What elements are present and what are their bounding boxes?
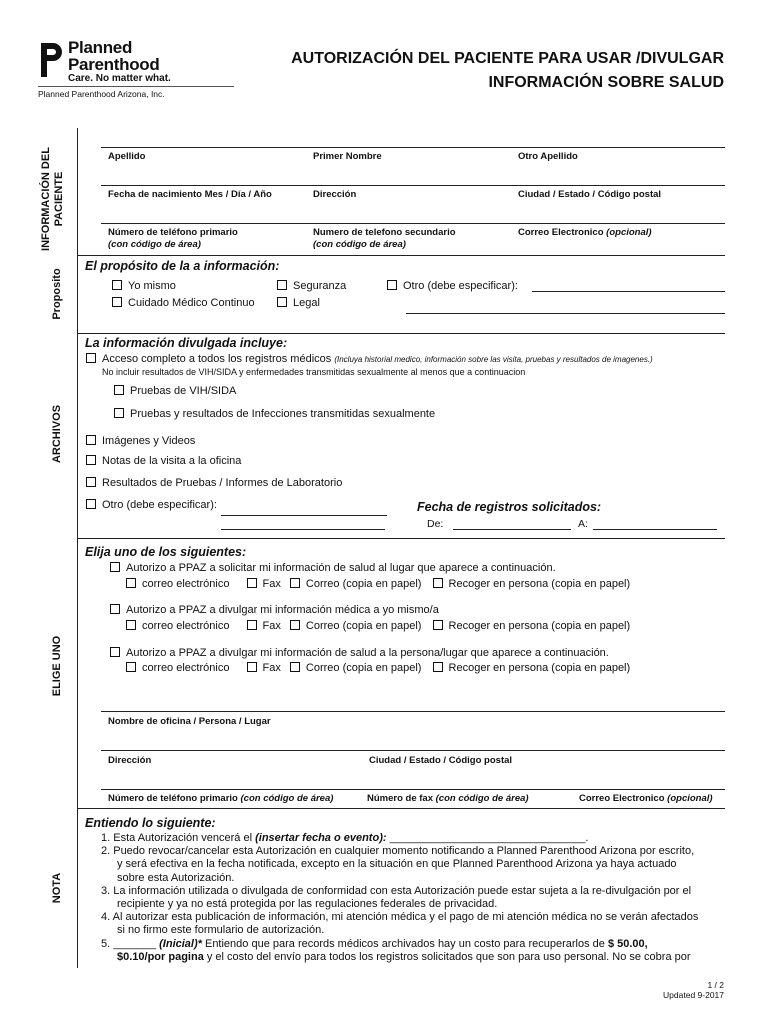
section-divider [77, 538, 725, 539]
list-item: 4. Al autorizar esta publicación de información, mi atención médica y el pago de mi atención médica no se verán afectados [101, 911, 699, 924]
list-item-cont: si no firmo este formulario de autorización. [117, 924, 325, 937]
records-date-heading: Fecha de registros solicitados: [417, 500, 602, 514]
otro-apellido-label: Otro Apellido [518, 151, 578, 162]
choose-side-label: ELIGE UNO [51, 635, 63, 697]
checkbox-icon[interactable] [290, 620, 300, 630]
choose-heading: Elija uno de los siguientes: [85, 545, 247, 559]
page-footer [663, 980, 724, 1000]
checkbox-icon[interactable] [114, 385, 124, 395]
list-item-cont: $0.10/por pagina y el costo del envío para todos los registros solicitados que son para uso personal. No se cobra por [117, 950, 691, 963]
checkbox-icon[interactable] [277, 297, 287, 307]
checkbox-icon[interactable] [86, 455, 96, 465]
checkbox-icon[interactable] [387, 280, 397, 290]
apellido-row-input[interactable] [101, 163, 725, 185]
choose-opt-disclose[interactable]: Autorizo a PPAZ a divulgar mi información de salud a la persona/lugar que aparece a continuación. [110, 647, 609, 659]
list-item: 2. Puedo revocar/cancelar esta Autorización en cualquier momento notificando a Planned Parenthood Arizona por escrito, [101, 845, 695, 858]
fecha-nacimiento-label: Fecha de nacimiento Mes / Día / Año [108, 189, 272, 200]
checkbox-icon[interactable] [126, 620, 136, 630]
office-input[interactable] [101, 728, 725, 748]
checkbox-icon[interactable] [112, 280, 122, 290]
checkbox-icon[interactable] [433, 620, 443, 630]
list-item-cont: y será efectiva en la fecha notificada, excepto en la situación en que Planned Parenthood Arizona ya haya actuado [117, 858, 677, 871]
checkbox-icon[interactable] [86, 477, 96, 487]
list-item: 5. _______ (Inicial)* Entiendo que para records médicos archivados hay un costo para recuperarlos de $ 50.00, [101, 937, 648, 950]
list-item: 3. La información utilizada o divulgada de conformidad con esta Autorización puede estar sujeta a la re-divulgación por el [101, 884, 692, 897]
field-line [101, 789, 725, 790]
list-item-cont: recipiente y ya no está protegida por las regulaciones federales de privacidad. [117, 898, 498, 911]
section-divider [77, 255, 725, 256]
checkbox-icon[interactable] [86, 435, 96, 445]
address-label: Dirección [108, 755, 152, 766]
logo-line1: Planned [68, 38, 133, 57]
page-title-line2: INFORMACIÓN SOBRE SALUD [488, 74, 724, 91]
list-item: 1. Esta Autorización vencerá el (insertar fecha o evento): ________________________________. [101, 832, 589, 844]
checkbox-icon[interactable] [433, 578, 443, 588]
checkbox-icon[interactable] [110, 604, 120, 614]
logo-divider [38, 86, 234, 87]
field-line [101, 750, 725, 751]
apellido-label: Apellido [108, 151, 146, 162]
note-list [101, 832, 698, 964]
updated-date: Updated 9-2017 [663, 990, 724, 1000]
checkbox-icon[interactable] [126, 662, 136, 672]
section-divider [77, 333, 78, 538]
telefono-primario-label: Número de teléfono primario (con código de área) [108, 227, 238, 250]
field-line [101, 185, 725, 186]
purpose-heading: El propósito de la a información: [85, 259, 280, 273]
records-from-label: De: [427, 518, 444, 530]
purpose-otro-input-2[interactable] [406, 313, 725, 314]
section-divider [77, 808, 725, 809]
planned-parenthood-logo-icon [38, 40, 64, 80]
section-divider [77, 255, 78, 333]
section-divider [77, 128, 78, 263]
records-hiv[interactable]: Pruebas de VIH/SIDA [114, 385, 236, 397]
logo-tagline: Care. No matter what. [68, 73, 171, 84]
phone-label: Número de teléfono primario (con código de área) [108, 793, 334, 804]
telefono-secundario-label: Numero de telefono secundario (con código de área) [313, 227, 456, 250]
choose-methods-3: correo electrónico Fax Correo (copia en papel) Recoger en persona (copia en papel) [126, 662, 630, 674]
records-full-access[interactable]: Acceso completo a todos los registros médicos (Incluya historial medico, información sobre las visita, pruebas y resultados de imagenes.) [86, 353, 653, 365]
fecha-row-input[interactable] [101, 201, 725, 223]
checkbox-icon[interactable] [290, 578, 300, 588]
checkbox-icon[interactable] [114, 408, 124, 418]
list-item-cont: sobre esta Autorización. [117, 871, 235, 884]
field-line [101, 147, 725, 148]
records-sti[interactable]: Pruebas y resultados de Infecciones transmitidas sexualmente [114, 408, 435, 420]
choose-methods-1: correo electrónico Fax Correo (copia en papel) Recoger en persona (copia en papel) [126, 578, 630, 590]
choose-opt-request[interactable]: Autorizo a PPAZ a solicitar mi información de salud al lugar que aparece a continuación. [110, 562, 556, 574]
note-side-label: NOTA [51, 872, 63, 904]
checkbox-icon[interactable] [126, 578, 136, 588]
checkbox-icon[interactable] [247, 620, 257, 630]
records-to-label: A: [578, 518, 588, 530]
logo-line2: Parenthood [68, 55, 160, 74]
fax-label: Número de fax (con código de área) [367, 793, 529, 804]
city-label: Ciudad / Estado / Código postal [369, 755, 513, 766]
patient-side-label: INFORMACIÓN DEL PACIENTE [40, 147, 65, 251]
records-heading: La información divulgada incluye: [85, 336, 288, 350]
page-title-line1: AUTORIZACIÓN DEL PACIENTE PARA USAR /DIVULGAR [291, 50, 724, 67]
office-label: Nombre de oficina / Persona / Lugar [108, 716, 271, 727]
records-to-input[interactable] [593, 529, 717, 530]
ciudad-label: Ciudad / Estado / Código postal [518, 189, 662, 200]
records-from-input[interactable] [453, 529, 571, 530]
purpose-yo-mismo[interactable]: Yo mismo [112, 280, 176, 292]
choose-opt-self[interactable]: Autorizo a PPAZ a divulgar mi información médica a yo mismo/a [110, 604, 439, 616]
checkbox-icon[interactable] [112, 297, 122, 307]
section-divider [77, 808, 78, 968]
records-images[interactable]: Imágenes y Videos [86, 435, 195, 447]
checkbox-icon[interactable] [277, 280, 287, 290]
purpose-otro-input[interactable] [532, 291, 725, 292]
checkbox-icon[interactable] [247, 578, 257, 588]
purpose-side-label: Proposito [51, 268, 63, 320]
records-other-input[interactable] [221, 515, 387, 516]
records-notes[interactable]: Notas de la visita a la oficina [86, 455, 241, 467]
section-divider [77, 538, 78, 808]
checkbox-icon[interactable] [110, 562, 120, 572]
org-name: Planned Parenthood Arizona, Inc. [38, 89, 165, 99]
email-label: Correo Electronico (opcional) [579, 793, 713, 804]
note-heading: Entiendo lo siguiente: [85, 816, 216, 830]
records-labs[interactable]: Resultados de Pruebas / Informes de Laboratorio [86, 477, 342, 489]
purpose-cuidado[interactable]: Cuidado Médico Continuo [112, 297, 255, 309]
field-line [101, 711, 725, 712]
records-other[interactable]: Otro (debe especificar): [86, 499, 217, 511]
checkbox-icon[interactable] [433, 662, 443, 672]
section-divider [77, 333, 725, 334]
purpose-seguranza[interactable]: Seguranza [277, 280, 346, 292]
address-input[interactable] [101, 767, 725, 787]
choose-methods-2: correo electrónico Fax Correo (copia en papel) Recoger en persona (copia en papel) [126, 620, 630, 632]
correo-label: Correo Electronico (opcional) [518, 227, 652, 238]
checkbox-icon[interactable] [86, 499, 96, 509]
primer-nombre-label: Primer Nombre [313, 151, 382, 162]
field-line [101, 223, 725, 224]
records-side-label: ARCHIVOS [51, 404, 63, 464]
checkbox-icon[interactable] [110, 647, 120, 657]
checkbox-icon[interactable] [247, 662, 257, 672]
checkbox-icon[interactable] [86, 353, 96, 363]
records-other-input-2[interactable] [221, 529, 385, 530]
page-number: 1 / 2 [707, 980, 724, 990]
purpose-otro[interactable]: Otro (debe especificar): [387, 280, 518, 292]
records-exclude-note: No incluir resultados de VIH/SIDA y enfermedades transmitidas sexualmente al menos que a continuacion [102, 367, 526, 377]
purpose-legal[interactable]: Legal [277, 297, 320, 309]
direccion-label: Dirección [313, 189, 357, 200]
checkbox-icon[interactable] [290, 662, 300, 672]
